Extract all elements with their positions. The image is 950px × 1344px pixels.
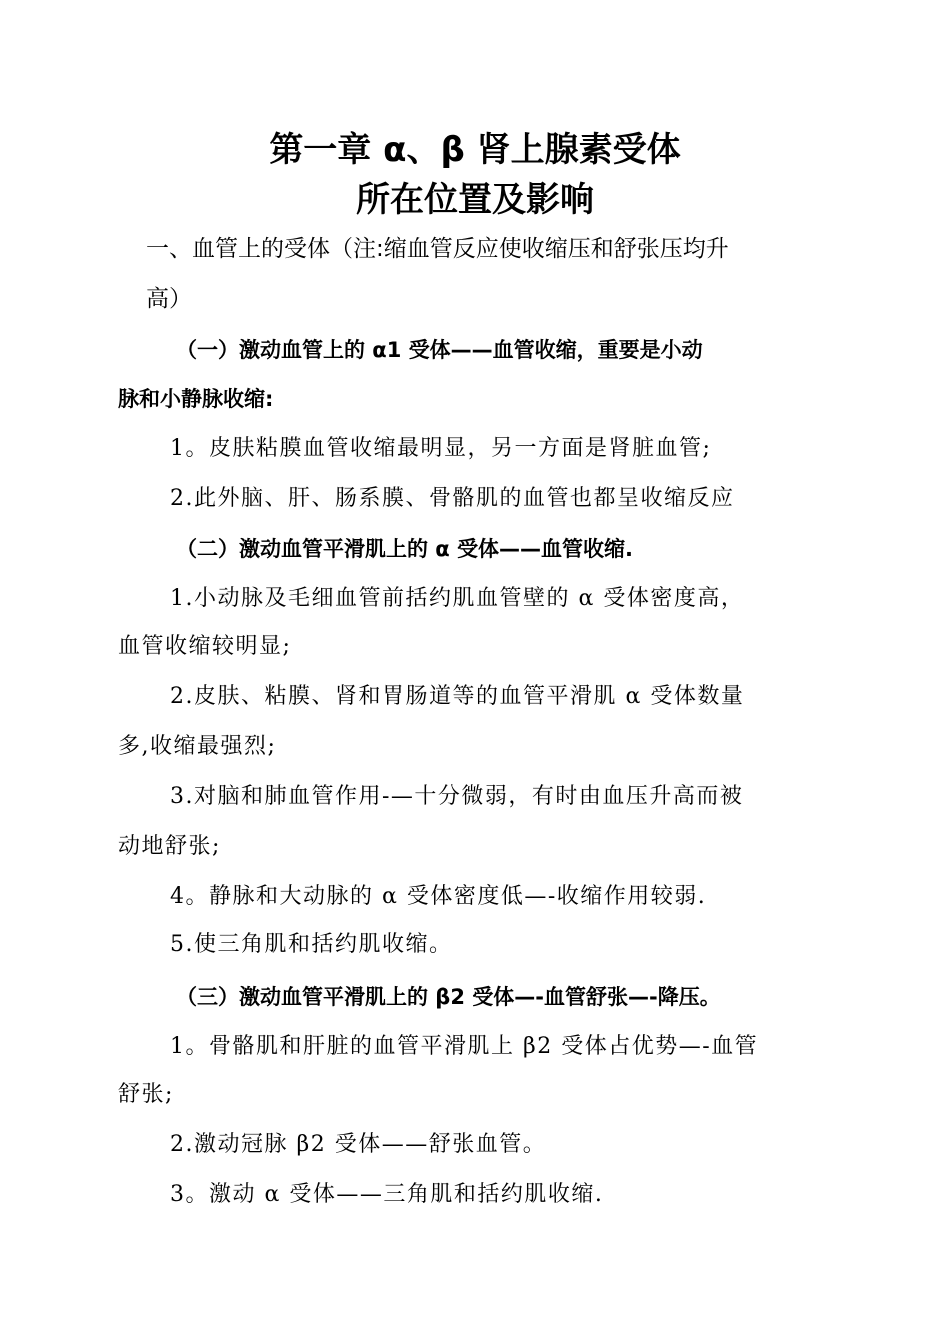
subsection-2-item-3-line-1: 3.对脑和肺血管作用-—十分微弱，有时由血压升高而被 bbox=[170, 784, 744, 809]
subsection-1-heading-line-1: （一）激动血管上的 α1 受体——血管收缩，重要是小动 bbox=[176, 338, 703, 362]
subsection-2-item-4: 4。静脉和大动脉的 α 受体密度低—-收缩作用较弱. bbox=[170, 884, 707, 909]
subsection-2-heading: （二）激动血管平滑肌上的 α 受体——血管收缩. bbox=[176, 537, 634, 561]
chapter-title-line-1: 第一章 α、β 肾上腺素受体 bbox=[269, 130, 681, 170]
subsection-2-item-2-line-1: 2.皮肤、粘膜、肾和胃肠道等的血管平滑肌 α 受体数量 bbox=[170, 684, 745, 709]
subsection-2-item-1-line-1: 1.小动脉及毛细血管前括约肌血管壁的 α 受体密度高， bbox=[170, 586, 745, 611]
subsection-1-item-1: 1。皮肤粘膜血管收缩最明显，另一方面是肾脏血管; bbox=[170, 436, 712, 461]
subsection-3-item-3: 3。激动 α 受体——三角肌和括约肌收缩. bbox=[170, 1182, 604, 1207]
subsection-2-item-5: 5.使三角肌和括约肌收缩。 bbox=[170, 932, 453, 957]
subsection-2-item-1-line-2: 血管收缩较明显; bbox=[118, 634, 292, 659]
subsection-1-heading-line-2: 脉和小静脉收缩: bbox=[118, 387, 274, 411]
subsection-3-heading: （三）激动血管平滑肌上的 β2 受体—-血管舒张—-降压。 bbox=[176, 985, 721, 1009]
chapter-title-line-2: 所在位置及影响 bbox=[356, 180, 594, 220]
subsection-3-item-2: 2.激动冠脉 β2 受体——舒张血管。 bbox=[170, 1132, 547, 1157]
subsection-3-item-1-line-1: 1。骨骼肌和肝脏的血管平滑肌上 β2 受体占优势—-血管 bbox=[170, 1034, 759, 1059]
subsection-2-item-2-line-2: 多,收缩最强烈; bbox=[118, 734, 277, 759]
subsection-2-item-3-line-2: 动地舒张; bbox=[118, 834, 221, 859]
subsection-3-item-1-line-2: 舒张; bbox=[118, 1082, 174, 1107]
subsection-1-item-2: 2.此外脑、肝、肠系膜、骨骼肌的血管也都呈收缩反应 bbox=[170, 486, 735, 511]
section-1-heading-line-1: 一、血管上的受体（注:缩血管反应使收缩压和舒张压均升 bbox=[146, 236, 729, 262]
section-1-heading-line-2: 高） bbox=[146, 286, 192, 312]
